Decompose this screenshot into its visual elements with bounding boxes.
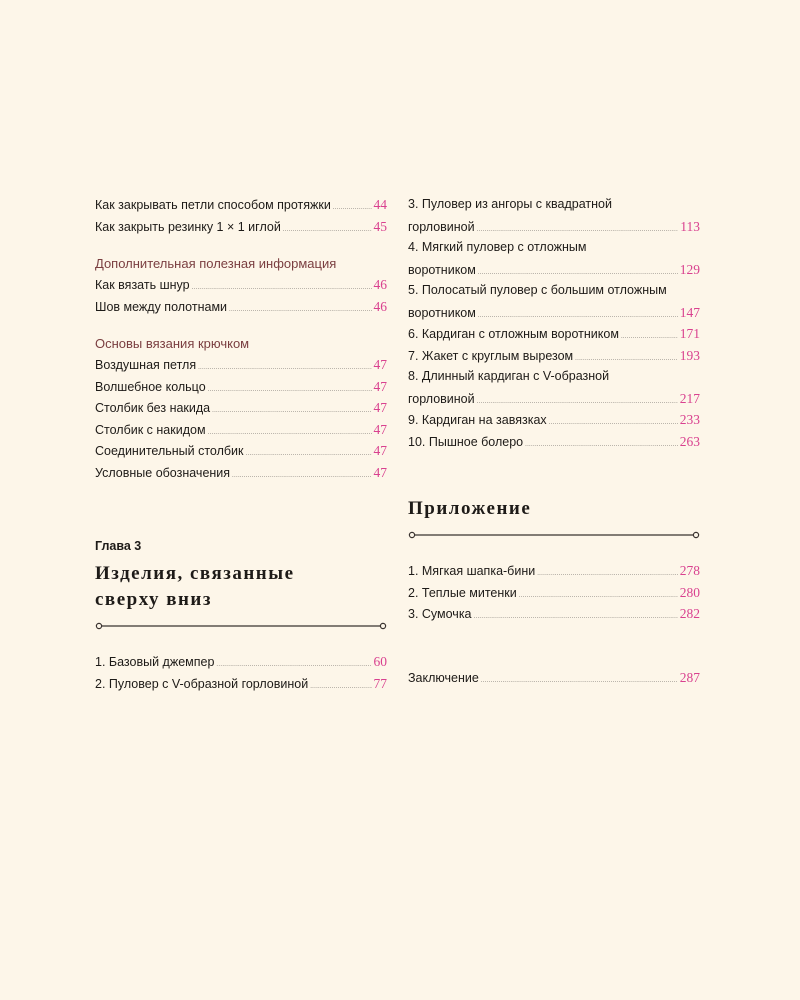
section-heading: Основы вязания крючком	[95, 336, 250, 351]
toc-entry-page: 44	[373, 197, 387, 212]
toc-entry-title: горловиной	[408, 391, 475, 406]
dot-leader	[310, 677, 371, 699]
toc-entry-page: 147	[679, 304, 700, 320]
toc-entry-page: 129	[679, 261, 700, 277]
toc-entry[interactable]	[95, 440, 387, 462]
toc-entry-title: Как закрывать петли способом протяжки	[95, 198, 331, 212]
toc-entry[interactable]	[95, 462, 387, 484]
toc-entry-title: 10. Пышное болеро	[408, 434, 524, 449]
toc-entry-page: 113	[680, 218, 700, 234]
toc-entry-title: горловиной	[408, 219, 475, 234]
dot-leader	[212, 401, 371, 423]
toc-entry-title: Столбик без накида	[95, 401, 211, 415]
toc-entry[interactable]	[408, 194, 700, 237]
toc-entry-title: воротником	[408, 262, 476, 277]
toc-entry[interactable]	[408, 280, 700, 323]
dot-leader	[474, 607, 678, 629]
toc-entry-title-line: 3. Пуловер из ангоры с квадратной	[408, 197, 612, 211]
toc-entry-title: Шов между полотнами	[95, 299, 228, 314]
toc-entry-title: Заключение	[408, 670, 479, 685]
toc-entry[interactable]	[408, 560, 700, 582]
toc-entry-title: 2. Теплые митенки	[408, 585, 517, 600]
toc-entry-title: Условные обозначения	[95, 465, 231, 480]
ornamental-divider	[95, 621, 387, 631]
toc-entry-title-line: 5. Полосатый пуловер с большим отложным	[408, 283, 667, 297]
dot-leader	[229, 300, 371, 322]
toc-entry-title: Воздушная петля	[95, 358, 197, 372]
toc-entry-page: 47	[373, 400, 387, 415]
toc-entry-title: 2. Пуловер с V-образной горловиной	[95, 676, 309, 691]
toc-entry[interactable]	[95, 376, 387, 398]
toc-entry-page: 287	[679, 669, 700, 685]
chapter-title	[95, 561, 387, 613]
toc-entry[interactable]	[408, 582, 700, 604]
dot-leader	[525, 435, 678, 457]
toc-entry-page: 47	[373, 443, 387, 458]
toc-entry[interactable]	[408, 345, 700, 367]
toc-entry-title: 1. Мягкая шапка-бини	[408, 564, 536, 578]
toc-entry[interactable]	[95, 296, 387, 318]
dot-leader	[208, 380, 372, 402]
toc-entry-title: Столбик с накидом	[95, 422, 206, 437]
toc-entry[interactable]	[95, 397, 387, 419]
dot-leader	[246, 444, 372, 466]
toc-entry-page: 47	[373, 464, 387, 480]
toc-entry-page: 46	[373, 298, 387, 314]
toc-entry-title: Волшебное кольцо	[95, 379, 206, 394]
toc-entry[interactable]	[95, 354, 387, 376]
toc-entry[interactable]	[408, 431, 700, 453]
toc-entry-conclusion[interactable]	[408, 667, 700, 689]
toc-entry-page: 60	[373, 654, 387, 669]
toc-entry[interactable]	[95, 419, 387, 441]
toc-entry-title: Как вязать шнур	[95, 278, 190, 292]
section-heading: Дополнительная полезная информация	[95, 256, 337, 271]
toc-entry-title: 1. Базовый джемпер	[95, 655, 215, 669]
toc-entry[interactable]	[95, 651, 387, 673]
toc-entry-title-line: 4. Мягкий пуловер с отложным	[408, 240, 587, 254]
toc-entry-page: 193	[679, 347, 700, 363]
toc-right-column	[408, 194, 700, 688]
toc-entry-title: 6. Кардиган с отложным воротником	[408, 327, 619, 341]
toc-entry-page: 263	[679, 433, 700, 449]
chapter-title-line: Изделия, связанные	[95, 563, 295, 584]
toc-entry-page: 171	[679, 326, 700, 341]
toc-entry-page: 45	[373, 218, 387, 234]
toc-entry-page: 77	[373, 675, 387, 691]
toc-entry-page: 217	[679, 390, 700, 406]
toc-entry-page: 46	[373, 277, 387, 292]
toc-entry[interactable]	[95, 274, 387, 296]
toc-entry-page: 47	[373, 421, 387, 437]
toc-entry-page: 282	[679, 606, 700, 621]
dot-leader	[198, 358, 371, 380]
toc-entry[interactable]	[408, 366, 700, 409]
appendix-title: Приложение	[408, 498, 532, 519]
toc-entry-page: 278	[679, 563, 700, 578]
toc-left-column	[95, 194, 387, 694]
dot-leader	[549, 413, 678, 435]
ornamental-divider	[408, 530, 700, 540]
chapter-label: Глава 3	[95, 539, 142, 553]
toc-entry-page: 280	[679, 584, 700, 600]
toc-entry-title: 7. Жакет с круглым вырезом	[408, 348, 574, 363]
toc-entry-page: 47	[373, 378, 387, 394]
toc-entry-title: воротником	[408, 305, 476, 320]
dot-leader	[481, 671, 678, 693]
toc-entry-page: 233	[679, 412, 700, 427]
toc-entry[interactable]	[408, 323, 700, 345]
toc-entry-title: 3. Сумочка	[408, 607, 472, 621]
chapter-title-line: сверху вниз	[95, 589, 213, 610]
toc-entry[interactable]	[408, 237, 700, 280]
toc-entry[interactable]	[95, 194, 387, 216]
dot-leader	[621, 327, 678, 349]
dot-leader	[232, 466, 371, 488]
toc-entry[interactable]	[95, 673, 387, 695]
toc-entry-page: 47	[373, 357, 387, 372]
dot-leader	[333, 198, 372, 220]
toc-entry-title: Как закрыть резинку 1 × 1 иглой	[95, 219, 281, 234]
dot-leader	[537, 564, 678, 586]
toc-entry-title: 9. Кардиган на завязках	[408, 413, 547, 427]
toc-entry[interactable]	[408, 409, 700, 431]
toc-entry[interactable]	[408, 603, 700, 625]
dot-leader	[283, 220, 372, 242]
toc-entry[interactable]	[95, 216, 387, 238]
toc-entry-title-line: 8. Длинный кардиган с V-образной	[408, 369, 610, 383]
toc-entry-title: Соединительный столбик	[95, 444, 244, 458]
dot-leader	[519, 586, 678, 608]
